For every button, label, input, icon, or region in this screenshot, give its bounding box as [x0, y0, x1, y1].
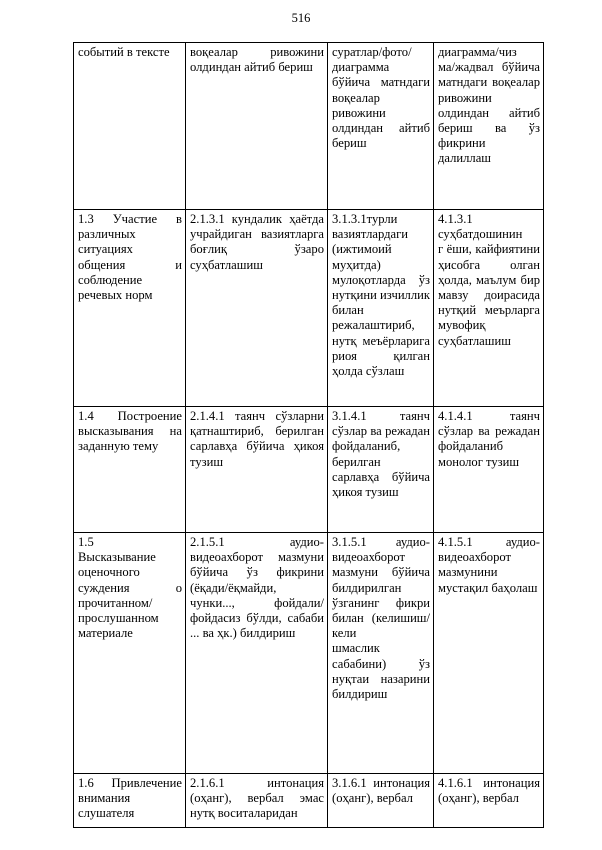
standards-table	[73, 42, 544, 828]
table-cell: диаграмма/чиз ма/жадвал бўйича матндаги воқеалар ривожини олдиндан айтиб бериш ва ўз фикрини далиллаш	[434, 43, 544, 210]
table-cell: 3.1.3.1турли вазиятлардаги (ижтимоий муҳитда) мулоқотларда ўз нутқини изчиллик билан режалаштириб, нутқ меъёрларига риоя қилган ҳолда сўзлаш	[328, 210, 434, 407]
table-row	[74, 533, 544, 774]
table-cell: 2.1.6.1 интонация (оҳанг), вербал эмас нутқ воситаларидан	[186, 774, 328, 828]
table-cell: событий в тексте	[74, 43, 186, 210]
page-number: 516	[291, 11, 311, 25]
table-cell: воқеалар ривожини олдиндан айтиб бериш	[186, 43, 328, 210]
table-cell: 3.1.6.1 интонация (оҳанг), вербал	[328, 774, 434, 828]
table-cell: 4.1.4.1 таянч сўзлар ва режадан фойдаланиб монолог тузиш	[434, 407, 544, 533]
table-row	[74, 407, 544, 533]
table-cell: 4.1.5.1 аудио-видеоахборот мазмунини мустақил баҳолаш	[434, 533, 544, 774]
table-cell: 4.1.3.1 суҳбатдошинин г ёши, кайфиятини ҳисобга олган ҳолда, маълум бир мавзу доирасида нутқий меърларга мувофиқ суҳбатлашиш	[434, 210, 544, 407]
table-cell: 3.1.4.1 таянч сўзлар ва режадан фойдаланиб, берилган сарлавҳа бўйича ҳикоя тузиш	[328, 407, 434, 533]
table-cell: 2.1.4.1 таянч сўзларни қатнаштириб, берилган сарлавҳа бўйича ҳикоя тузиш	[186, 407, 328, 533]
table-cell: 1.6 Привлечение внимания слушателя	[74, 774, 186, 828]
table-cell: 1.3 Участие в различных ситуациях общения и соблюдение речевых норм	[74, 210, 186, 407]
table-cell: 3.1.5.1 аудио-видеоахборот мазмуни бўйича билдирилган ўзганинг фикри билан (келишиш/кели шмаслик сабабини) ўз нуқтаи назарини билдириш	[328, 533, 434, 774]
table-row	[74, 774, 544, 828]
table-row	[74, 210, 544, 407]
table-cell: 4.1.6.1 интонация (оҳанг), вербал	[434, 774, 544, 828]
table-cell: суратлар/фото/ диаграмма бўйича матндаги воқеалар ривожини олдиндан айтиб бериш	[328, 43, 434, 210]
table-cell: 2.1.5.1 аудио-видеоахборот мазмуни бўйича ўз фикрини (ёқади/ёқмайди, чунки..., фойдали/фойдасиз бўлди, сабаби ... ва ҳк.) билдириш	[186, 533, 328, 774]
table-cell: 1.5 Высказывание оценочного суждения о прочитанном/ прослушанном материале	[74, 533, 186, 774]
table-cell: 1.4 Построение высказывания на заданную тему	[74, 407, 186, 533]
table-cell: 2.1.3.1 кундалик ҳаётда учрайдиган вазиятларга боғлиқ ўзаро суҳбатлашиш	[186, 210, 328, 407]
table-row	[74, 43, 544, 210]
